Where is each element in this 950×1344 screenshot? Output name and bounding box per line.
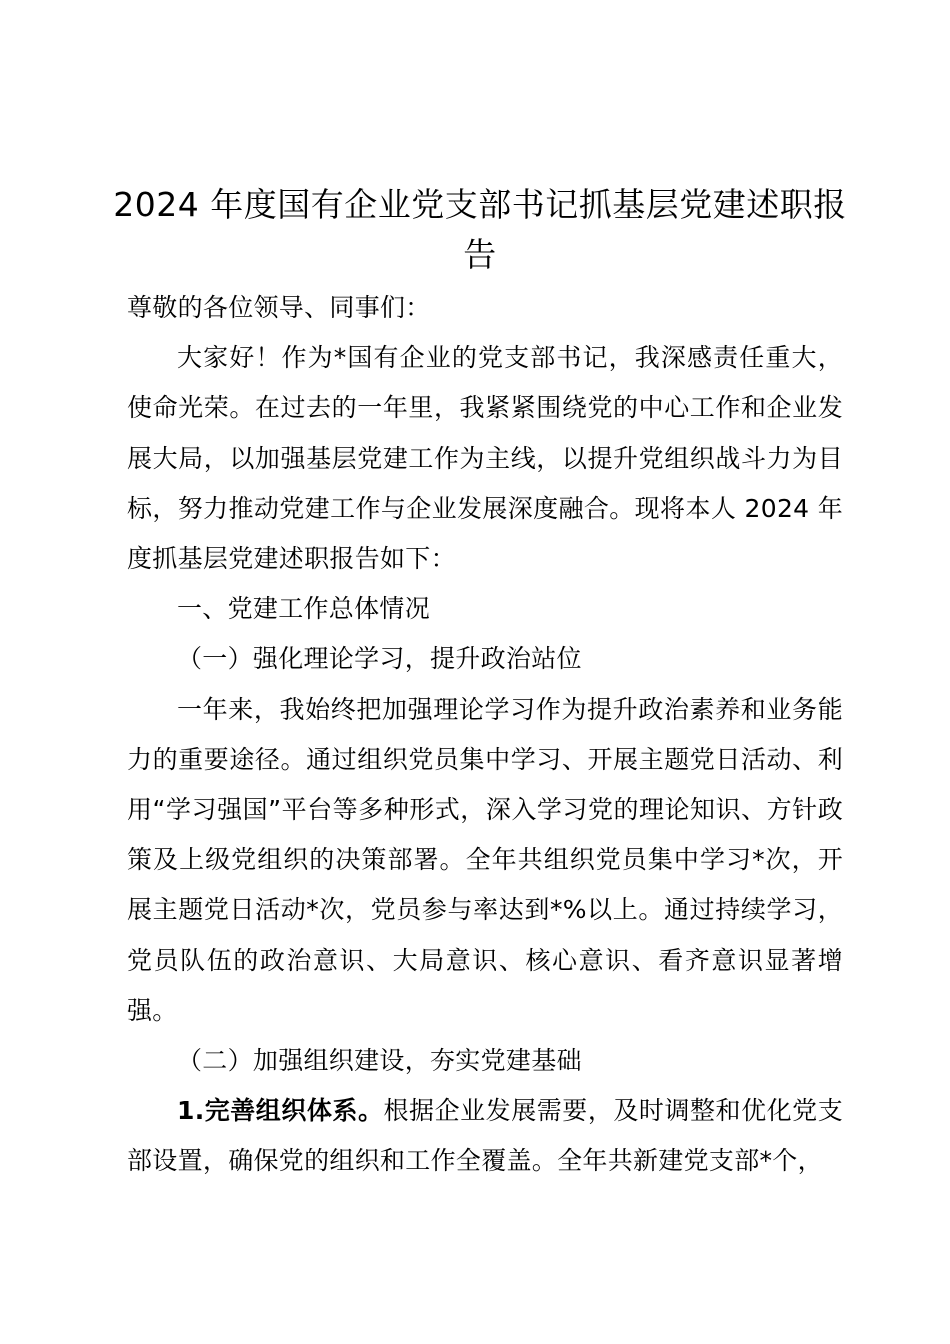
section-heading-1: 一、党建工作总体情况	[177, 594, 431, 624]
subsection-heading-2: （二）加强组织建设，夯实党建基础	[177, 1046, 582, 1076]
intro-paragraph: 大家好！作为*国有企业的党支部书记，我深感责任重大，使命光荣。在过去的一年里，我紧紧围绕党的中心工作和企业发展大局，以加强基层党建工作为主线，以提升党组织战斗力为目标，努力推动党建工作与企业发展深度融合。现将本人 2024 年度抓基层党建述职报告如下：	[127, 343, 843, 574]
document-title: 2024 年度国有企业党支部书记抓基层党建述职报告	[113, 185, 847, 274]
salutation: 尊敬的各位领导、同事们：	[127, 293, 431, 322]
item-1-body: 根据企业发展需要，及时调整和优化党支部设置，确保党的组织和工作全覆盖。全年共新建党支部*个，	[127, 1096, 843, 1176]
item-1-paragraph	[127, 1086, 843, 1186]
document-body	[127, 283, 843, 1187]
item-1-lead: 1.完善组织体系。	[177, 1096, 384, 1126]
subsection-1-paragraph: 一年来，我始终把加强理论学习作为提升政治素养和业务能力的重要途径。通过组织党员集中学习、开展主题党日活动、利用“学习强国”平台等多种形式，深入学习党的理论知识、方针政策及上级党组织的决策部署。全年共组织党员集中学习*次，开展主题党日活动*次，党员参与率达到*%以上。通过持续学习，党员队伍的政治意识、大局意识、核心意识、看齐意识显著增强。	[127, 694, 843, 1025]
subsection-heading-1: （一）强化理论学习，提升政治站位	[177, 644, 582, 674]
